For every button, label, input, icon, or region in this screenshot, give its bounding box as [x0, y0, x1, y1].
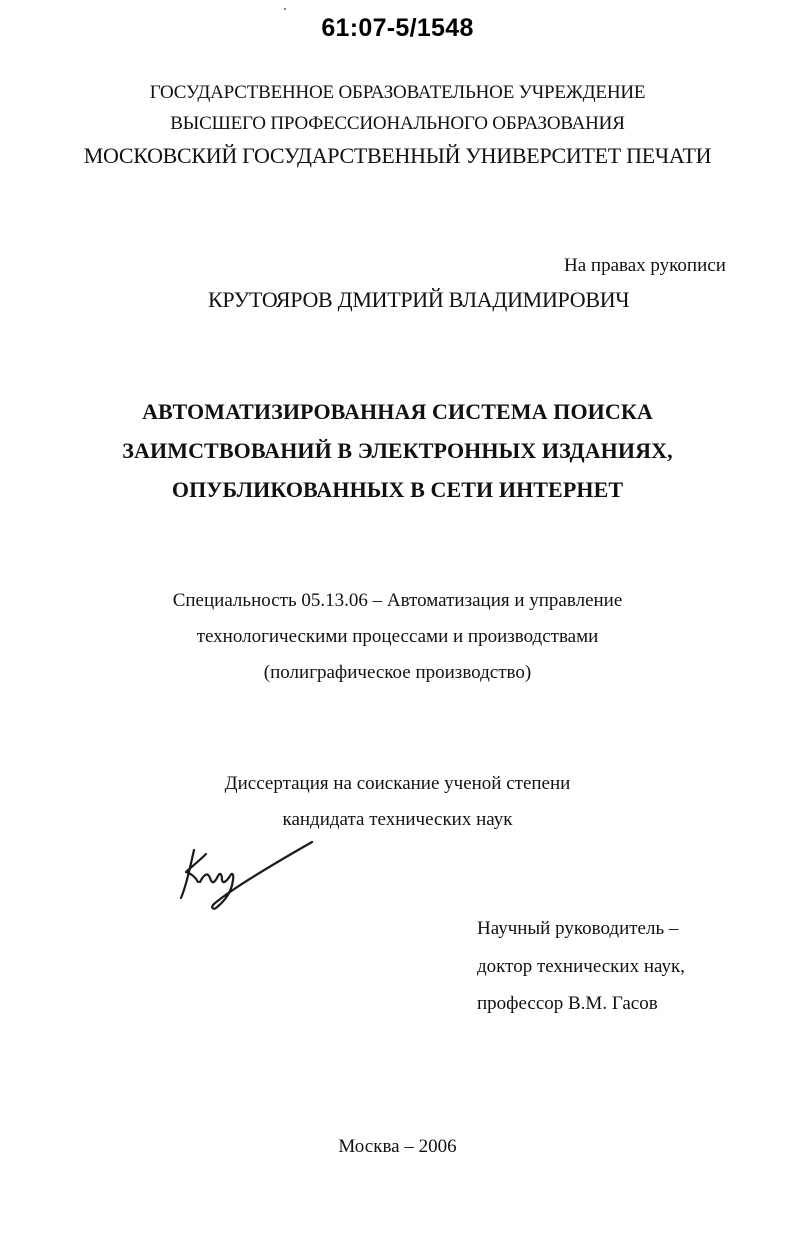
city-year: Москва – 2006	[338, 1136, 457, 1157]
manuscript-note: На правах рукописи	[564, 255, 726, 276]
catalog-code: 61:07-5/1548	[321, 14, 474, 42]
signature-stroke-letters	[200, 842, 312, 909]
specialty-line-3: (полиграфическое производство)	[263, 662, 532, 683]
scan-speck	[284, 8, 286, 10]
supervisor-line-1: Научный руководитель –	[477, 918, 679, 939]
supervisor-line-3: профессор В.М. Гасов	[477, 993, 658, 1014]
specialty-line-2: технологическими процессами и производствами	[196, 626, 599, 647]
specialty-line-1: Специальность 05.13.06 – Автоматизация и управление	[172, 590, 623, 611]
handwritten-signature-icon	[170, 838, 320, 918]
institution-line-1: ГОСУДАРСТВЕННОЕ ОБРАЗОВАТЕЛЬНОЕ УЧРЕЖДЕНИЕ	[149, 82, 646, 103]
institution-line-3: МОСКОВСКИЙ ГОСУДАРСТВЕННЫЙ УНИВЕРСИТЕТ ПЕЧАТИ	[83, 143, 712, 168]
institution-line-2: ВЫСШЕГО ПРОФЕССИОНАЛЬНОГО ОБРАЗОВАНИЯ	[170, 113, 625, 134]
author-name: КРУТОЯРОВ ДМИТРИЙ ВЛАДИМИРОВИЧ	[208, 287, 630, 312]
title-line-3: ОПУБЛИКОВАННЫХ В СЕТИ ИНТЕРНЕТ	[171, 477, 624, 502]
title-line-1: АВТОМАТИЗИРОВАННАЯ СИСТЕМА ПОИСКА	[142, 399, 653, 424]
supervisor-line-2: доктор технических наук,	[477, 956, 685, 977]
dissertation-line-2: кандидата технических наук	[282, 809, 513, 830]
title-line-2: ЗАИМСТВОВАНИЙ В ЭЛЕКТРОННЫХ ИЗДАНИЯХ,	[122, 438, 673, 463]
dissertation-line-1: Диссертация на соискание ученой степени	[224, 773, 571, 794]
